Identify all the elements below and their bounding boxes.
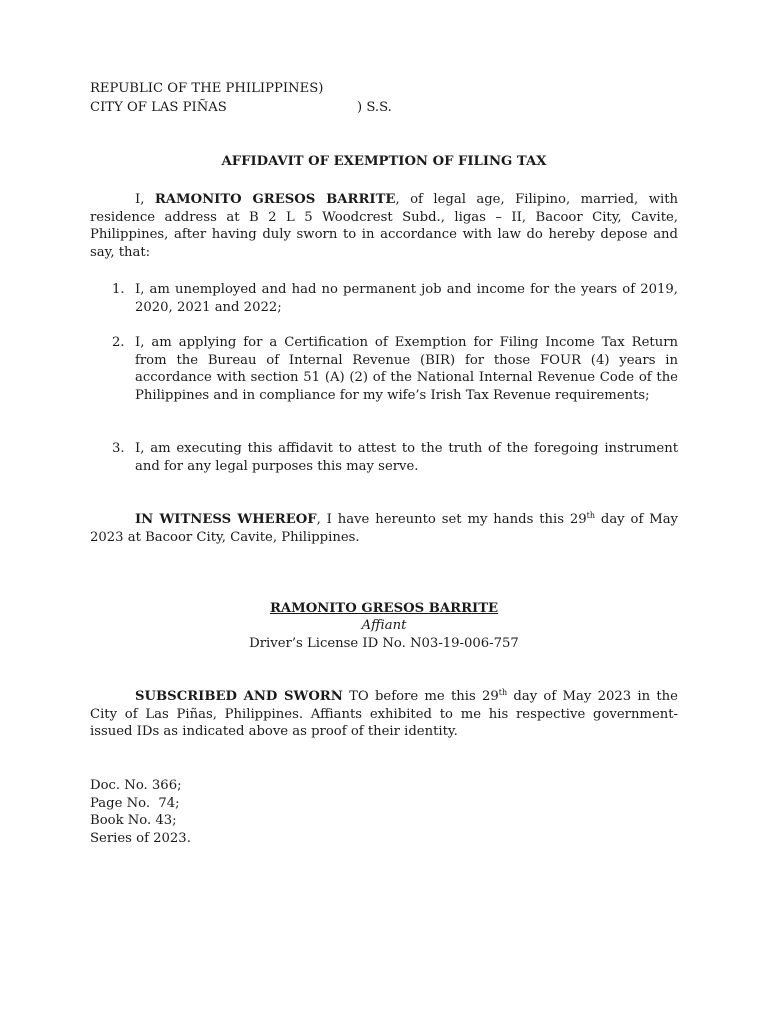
intro-prefix: I, [135, 192, 155, 207]
list-item-number: 1. [112, 282, 125, 297]
affidavit-document [90, 0, 678, 1024]
venue-republic: REPUBLIC OF THE PHILIPPINES) [90, 81, 324, 96]
notarial-page-no: Page No. 74; [90, 796, 180, 811]
affiant-name-intro: RAMONITO GRESOS BARRITE [154, 192, 396, 207]
affiant-signature-name: RAMONITO GRESOS BARRITE [269, 601, 499, 616]
witness-superscript: th [586, 511, 596, 520]
notarial-book-no: Book No. 43; [90, 813, 177, 828]
jurat-superscript: th [498, 688, 508, 697]
jurat-heading: SUBSCRIBED AND SWORN [135, 689, 343, 704]
venue-city [90, 99, 227, 117]
intro-text: , of legal age, Filipino, married, with residence address at B 2 L 5 Woodcrest Subd., ligas – II, Bacoor City, Cavite, Philippines, after having duly sworn to in accordance with law do hereby depose and say, that: [90, 192, 678, 260]
list-item-text: I, am executing this affidavit to attest to the truth of the foregoing instrument and for any legal purposes this may serve. [135, 441, 678, 474]
witness-text-1: , I have hereunto set my hands this 29 [316, 512, 587, 527]
notarial-series: Series of 2023. [90, 831, 191, 846]
notarial-doc-no: Doc. No. 366; [90, 778, 182, 793]
venue-city-name: CITY OF LAS PIÑAS [90, 100, 227, 115]
witness-heading: IN WITNESS WHEREOF [135, 512, 317, 527]
intro-paragraph [90, 191, 678, 261]
list-item-text: I, am applying for a Certification of Exemption for Filing Income Tax Return from the Bureau of Internal Revenue (BIR) for those FOUR (4) years in accordance with section 51 (A) (2) of the National Internal Revenue Code of the Philippines and in compliance for my wife’s Irish Tax Revenue requirements; [135, 335, 678, 403]
witness-paragraph [90, 511, 678, 546]
venue-ss: ) S.S. [357, 100, 392, 115]
list-item-number: 3. [112, 441, 125, 456]
signature-block [90, 600, 678, 618]
jurat-paragraph [90, 688, 678, 741]
jurat-text-2: day of May 2023 in the City of Las Piñas, Philippines. Affiants exhibited to me his respective government-issued IDs as indicated above as proof of their identity. [90, 689, 678, 739]
affiant-id: Driver’s License ID No. N03-19-006-757 [249, 636, 519, 651]
list-item-text: I, am unemployed and had no permanent job and income for the years of 2019, 2020, 2021 and 2022; [135, 282, 678, 315]
witness-text-2: day of May 2023 at Bacoor City, Cavite, Philippines. [90, 512, 679, 545]
list-item-number: 2. [112, 335, 125, 350]
jurat-text-1: TO before me this 29 [342, 689, 499, 704]
document-title: AFFIDAVIT OF EXEMPTION OF FILING TAX [221, 154, 547, 169]
affiant-role: Affiant [361, 618, 407, 633]
